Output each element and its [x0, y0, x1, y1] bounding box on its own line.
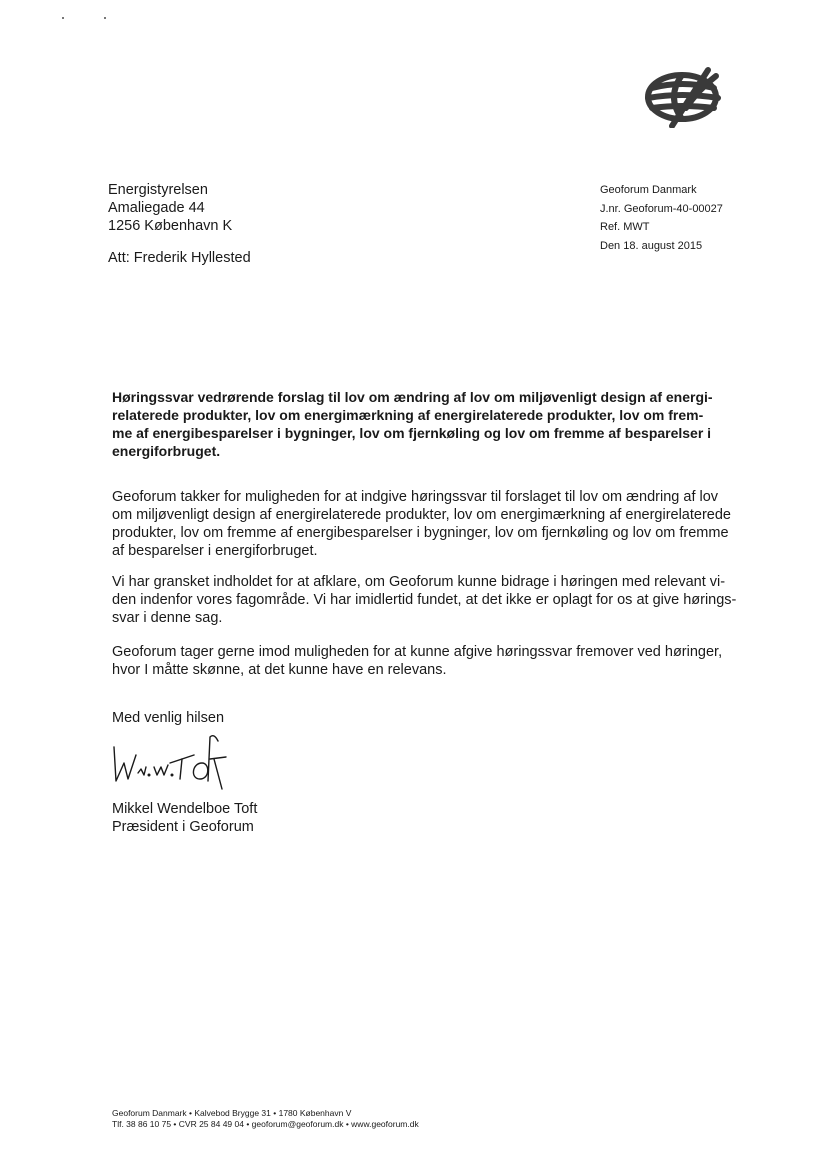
subject-line: energiforbruget. [112, 443, 221, 459]
body-line: den indenfor vores fagområde. Vi har imidlertid fundet, at det ikke er oplagt for os at give hørings- [112, 592, 737, 608]
recipient-street: Amaliegade 44 [108, 200, 205, 216]
sender-block [600, 181, 723, 255]
signer-name: Mikkel Wendelboe Toft [112, 801, 258, 817]
handwritten-signature [110, 733, 230, 791]
body-line: hvor I måtte skønne, at det kunne have en relevans. [112, 662, 447, 678]
subject-line: me af energibesparelser i bygninger, lov om fjernkøling og lov om fremme af besparelser i [112, 425, 712, 441]
globe-logo-icon [638, 66, 730, 128]
body-line: Geoforum takker for muligheden for at indgive høringssvar til forslaget til lov om ændring af lov [112, 489, 719, 505]
signer-title: Præsident i Geoforum [112, 819, 254, 835]
body-line: om miljøvenligt design af energirelaterede produkter, lov om energimærkning af energirelaterede [112, 507, 731, 523]
body-line: Vi har gransket indholdet for at afklare, om Geoforum kunne bidrage i høringen med relevant vi- [112, 574, 726, 590]
footer-contact: Tlf. 38 86 10 75 • CVR 25 84 49 04 • geoforum@geoforum.dk • www.geoforum.dk [112, 1119, 419, 1129]
footer [112, 1108, 419, 1130]
sender-org: Geoforum Danmark [600, 184, 697, 196]
reference: Ref. MWT [600, 221, 650, 233]
recipient-att: Att: Frederik Hyllested [108, 250, 251, 266]
journal-number: J.nr. Geoforum-40-00027 [600, 202, 723, 215]
recipient-city: 1256 København K [108, 218, 233, 234]
footer-address: Geoforum Danmark • Kalvebod Brygge 31 • 1780 København V [112, 1108, 352, 1118]
letter-date: Den 18. august 2015 [600, 239, 703, 252]
paragraph-1 [112, 488, 752, 560]
body-line: produkter, lov om fremme af energibesparelser i bygninger, lov om fjernkøling og lov om fremme [112, 525, 729, 541]
scan-speck [62, 17, 64, 19]
body-line: svar i denne sag. [112, 610, 223, 626]
recipient-address [108, 181, 232, 235]
paragraph-3 [112, 643, 752, 679]
closing-greeting: Med venlig hilsen [112, 710, 225, 726]
subject-line: relaterede produkter, lov om energimærkning af energirelaterede produkter, lov om frem- [112, 407, 704, 423]
subject-heading [112, 388, 752, 460]
signer-block [112, 800, 257, 836]
body-line: Geoforum tager gerne imod muligheden for at kunne afgive høringssvar fremover ved høringer, [112, 644, 723, 660]
recipient-org: Energistyrelsen [108, 182, 208, 198]
body-line: af besparelser i energiforbruget. [112, 543, 318, 559]
paragraph-2 [112, 573, 752, 627]
subject-line: Høringssvar vedrørende forslag til lov om ændring af lov om miljøvenligt design af energi- [112, 389, 713, 405]
scan-speck [104, 17, 106, 19]
